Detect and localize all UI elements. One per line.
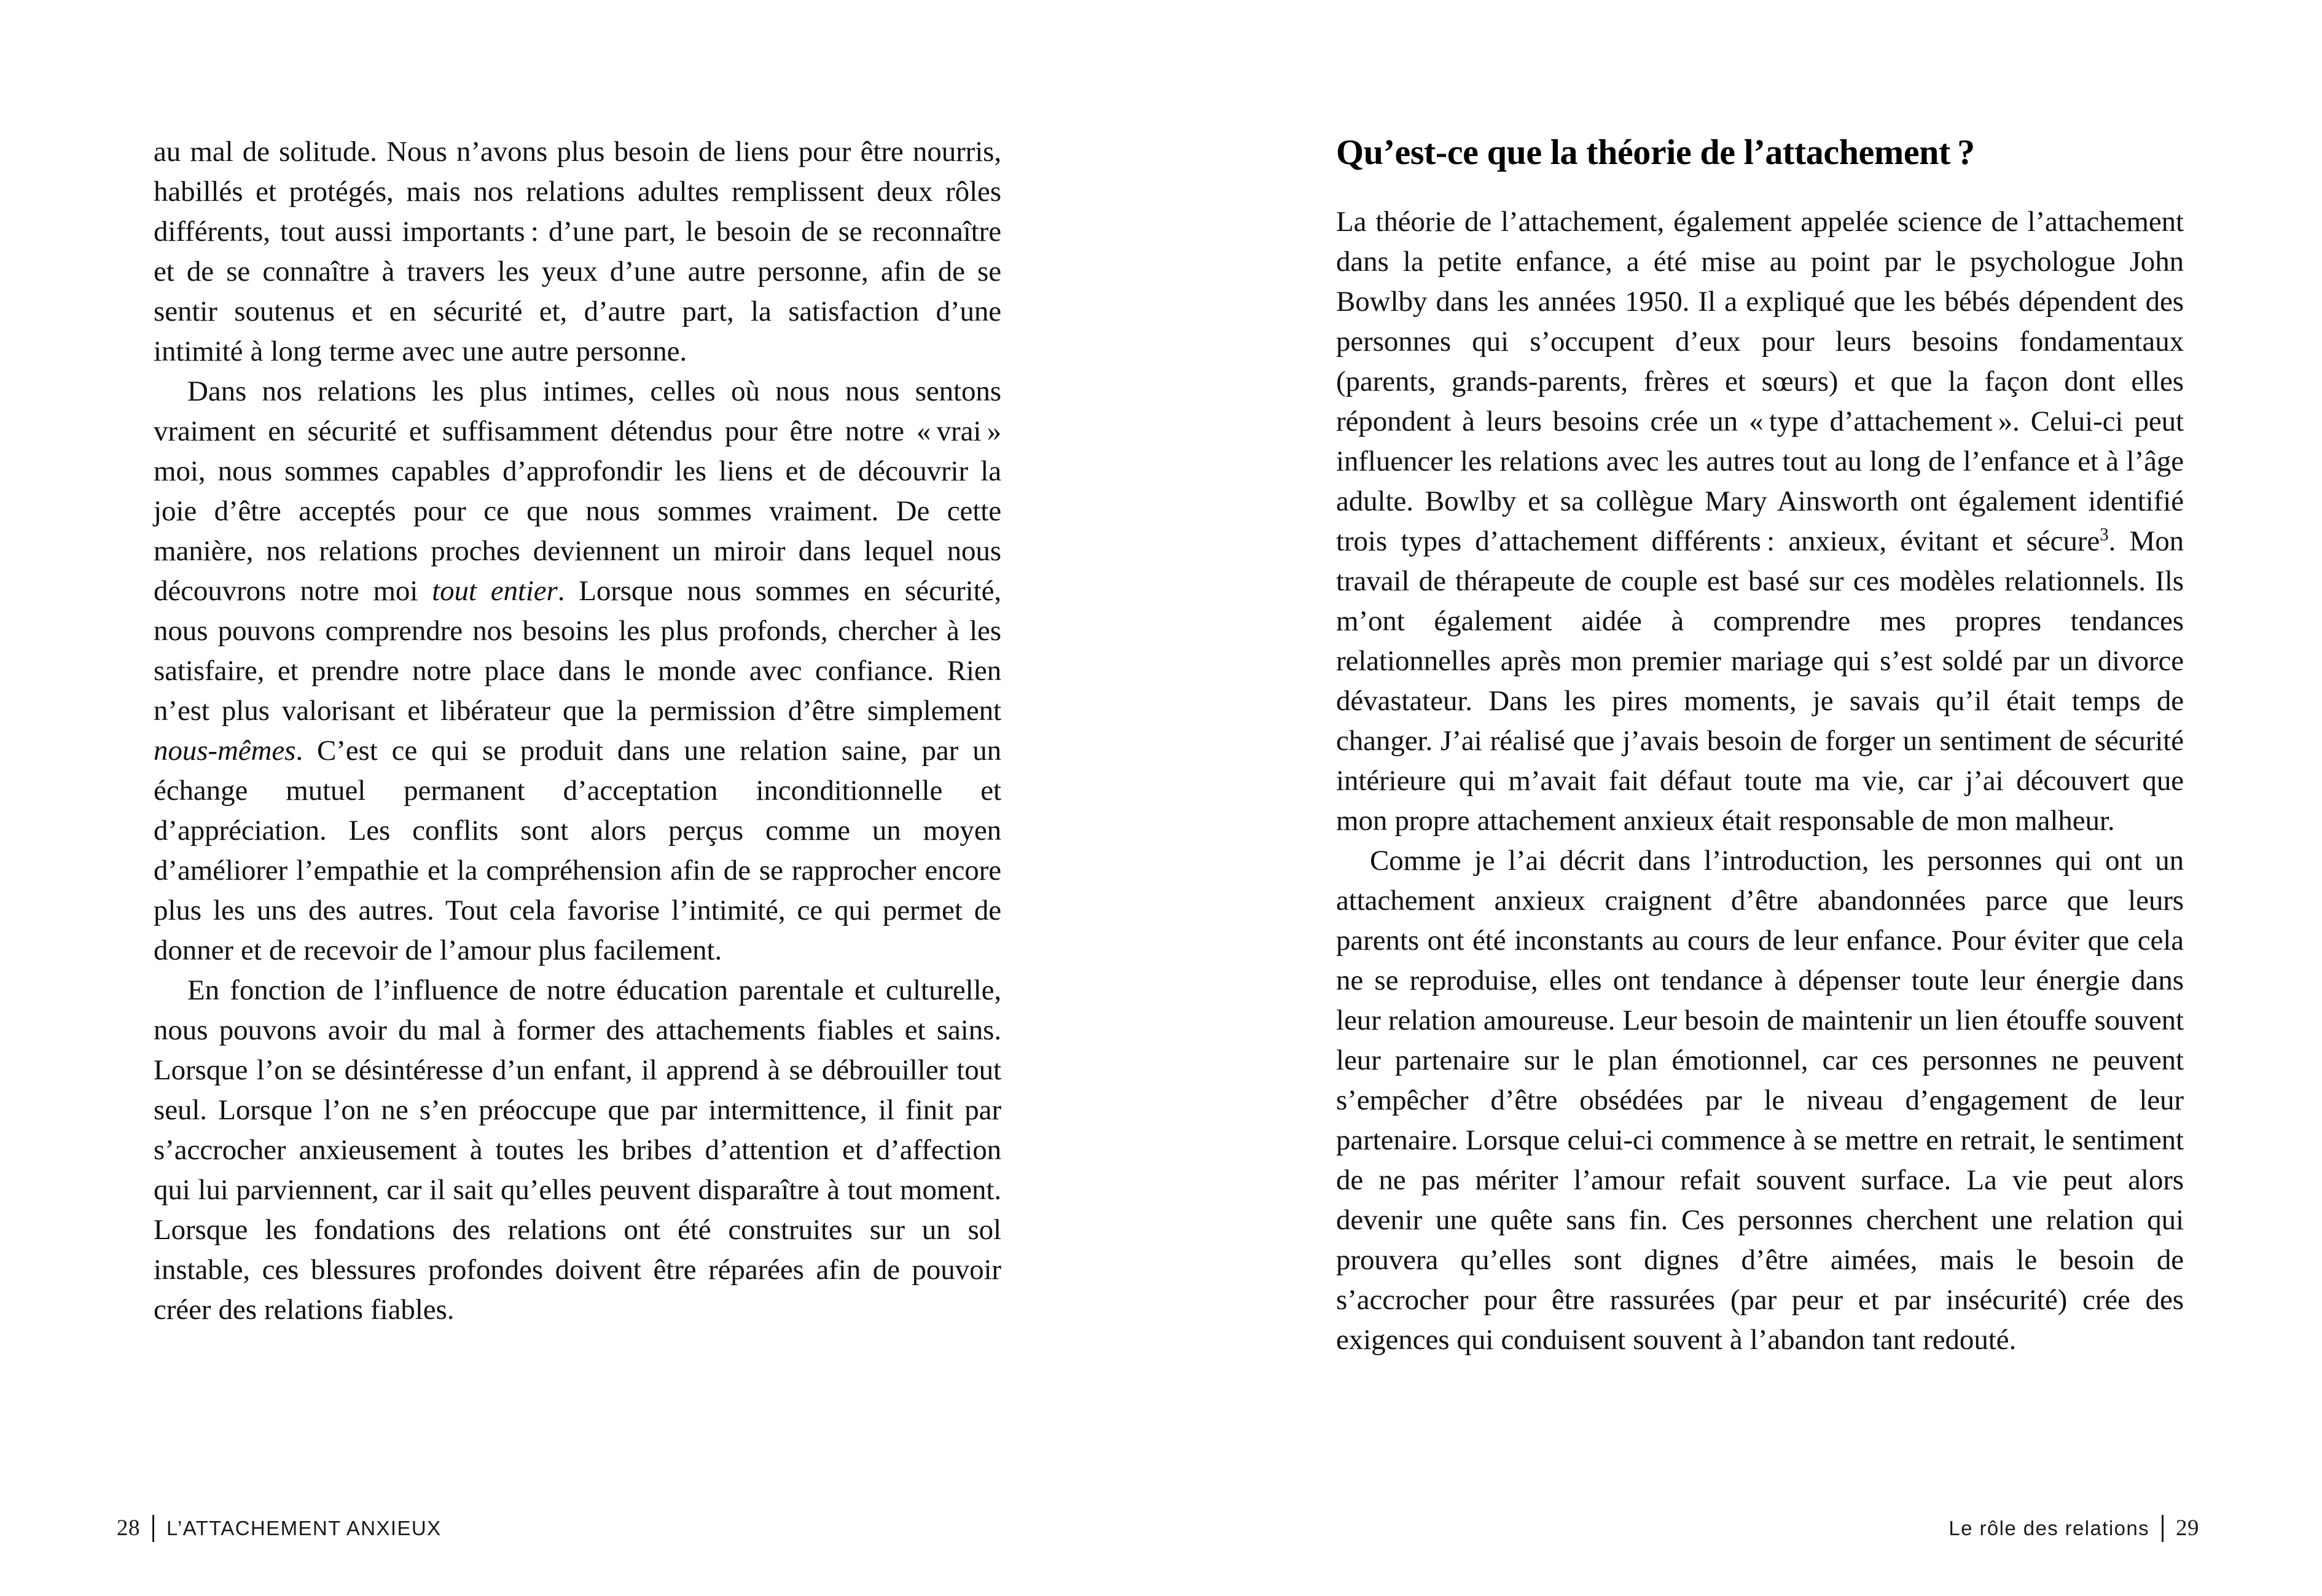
text-run: La théorie de l’attachement, également appelée science de l’attachement dans la petite enfance, a été mise au point par le psychologue John Bowlby dans les années 1950. Il a expliqué que les bébés dépendent des personnes qui s’occupent d’eux pour leurs besoins fondamentaux (parents, grands-parents, frères et sœurs) et que la façon dont elles répondent à leurs besoins crée un « type d’attachement ». Celui-ci peut influencer les relations avec les autres tout au long de l’enfance et à l’âge adulte. Bowlby et sa collègue Mary Ainsworth ont également identifié trois types d’attachement différents : anxieux, évitant et sécure [1336,206,2184,557]
paragraph-intimes [154,372,1001,971]
section-heading: Qu’est-ce que la théorie de l’attachement ? [1336,132,1975,172]
footnote-reference-3: 3 [2100,525,2109,545]
running-title-right: Le rôle des relations [1949,1517,2149,1539]
text-run: . Mon travail de thérapeute de couple est basé sur ces modèles relationnels. Ils m’ont également aidée à comprendre mes propres tendances relationnelles après mon premier mariage qui s’est soldé par un divorce dévastateur. Dans les pires moments, je savais qu’il était temps de changer. J’ai réalisé que j’avais besoin de forger un sentiment de sécurité intérieure qui m’avait fait défaut toute ma vie, car j’ai découvert que mon propre attachement anxieux était responsable de mon malheur. [1336,525,2184,837]
text-column-right [1336,132,2184,1422]
emphasis-tout-entier: tout entier [432,575,558,607]
running-footer-right [1949,1515,2199,1542]
footer-divider-rule [2162,1515,2164,1542]
emphasis-nous-memes: nous-mêmes [154,735,296,767]
text-run: . C’est ce qui se produit dans une relation saine, par un échange mutuel permanent d’acceptation inconditionnelle et d’appréciation. Les conflits sont alors perçus comme un moyen d’améliorer l’empathie et la compréhension afin de se rapprocher encore plus les uns des autres. Tout cela favorise l’intimité, ce qui permet de donner et de recevoir de l’amour plus facilement. [154,735,1001,966]
text-run: Dans nos relations les plus intimes, celles où nous nous sentons vraiment en sécurité et suffisamment détendus pour être notre « vrai » moi, nous sommes capables d’approfondir les liens et de découvrir la joie d’être acceptés pour ce que nous sommes vraiment. De cette manière, nos relations proches deviennent un miroir dans lequel nous découvrons notre moi [154,375,1001,607]
paragraph-introduction: Comme je l’ai décrit dans l’introduction, les personnes qui ont un attachement anxieux craignent d’être abandonnées parce que leurs parents ont été inconstants au cours de leur enfance. Pour éviter que cela ne se reproduise, elles ont tendance à dépenser toute leur énergie dans leur relation amoureuse. Leur besoin de maintenir un lien étouffe souvent leur partenaire sur le plan émotionnel, car ces personnes ne peuvent s’empêcher d’être obsédées par le niveau d’engagement de leur partenaire. Lorsque celui-ci commence à se mettre en retrait, le sentiment de ne pas mériter l’amour refait souvent surface. La vie peut alors devenir une quête sans fin. Ces personnes cherchent une relation qui prouvera qu’elles sont dignes d’être aimées, mais le besoin de s’accrocher pour être rassurées (par peur et par insécurité) crée des exigences qui conduisent souvent à l’abandon tant redouté. [1336,845,2184,1356]
running-footer-left [117,1515,442,1542]
footer-divider-rule [152,1515,154,1542]
paragraph-theorie [1336,202,2184,841]
page-number-right: 29 [2176,1516,2199,1541]
page-right [1161,0,2322,1596]
page-number-left: 28 [117,1516,140,1541]
paragraph-education: En fonction de l’influence de notre éducation parentale et culturelle, nous pouvons avoir du mal à former des attachements fiables et sains. Lorsque l’on se désintéresse d’un enfant, il apprend à se débrouiller tout seul. Lorsque l’on ne s’en préoccupe que par intermittence, il finit par s’accrocher anxieusement à toutes les bribes d’attention et d’affection qui lui parviennent, car il sait qu’elles peuvent disparaître à tout moment. Lorsque les fondations des relations ont été construites sur un sol instable, ces blessures profondes doivent être réparées afin de pouvoir créer des relations fiables. [154,974,1001,1326]
text-column-left [154,132,1001,1422]
running-title-left: L’ATTACHEMENT ANXIEUX [166,1517,442,1539]
text-run: . Lorsque nous sommes en sécurité, nous pouvons comprendre nos besoins les plus profonds, chercher à les satisfaire, et prendre notre place dans le monde avec confiance. Rien n’est plus valorisant et libérateur que la permission d’être simplement [154,575,1001,727]
paragraph-solitude: au mal de solitude. Nous n’avons plus besoin de liens pour être nourris, habillés et protégés, mais nos relations adultes remplissent deux rôles différents, tout aussi importants : d’une part, le besoin de se reconnaître et de se connaître à travers les yeux d’une autre personne, afin de se sentir soutenus et en sécurité et, d’autre part, la satisfaction d’une intimité à long terme avec une autre personne. [154,136,1001,367]
